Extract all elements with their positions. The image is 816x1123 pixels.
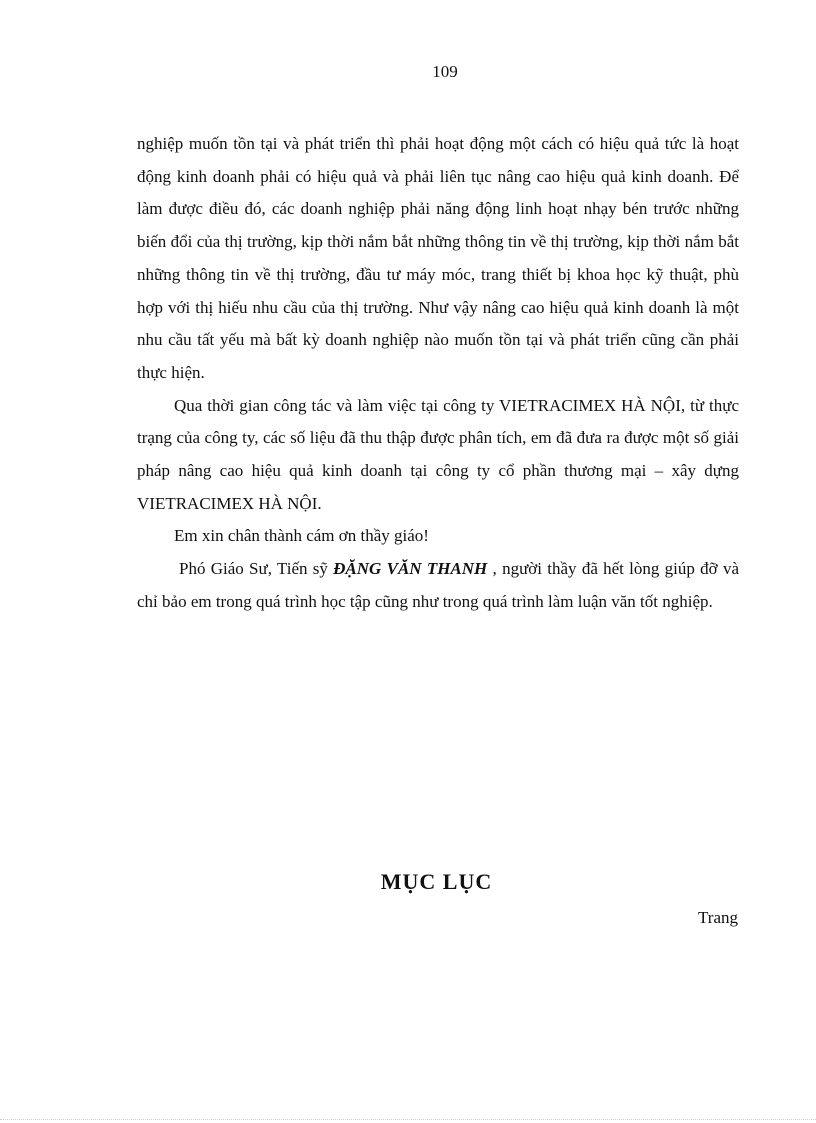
- page-number: 109: [432, 62, 458, 81]
- body-text: [137, 128, 739, 619]
- page-bottom-border: [0, 1119, 816, 1120]
- paragraph-conclusion: nghiệp muốn tồn tại và phát triển thì phải hoạt động một cách có hiệu quả tức là hoạt động kinh doanh phải có hiệu quả và phải liên tục nâng cao hiệu quả kinh doanh. Để làm được điều đó, các doanh nghiệp phải năng động linh hoạt nhạy bén trước những biến đổi của thị trường, kịp thời nắm bắt những thông tin về thị trường, kịp thời nắm bắt những thông tin về thị trường, đầu tư máy móc, trang thiết bị khoa học kỹ thuật, phù hợp với thị hiếu nhu cầu của thị trường. Như vậy nâng cao hiệu quả kinh doanh là một nhu cầu tất yếu mà bất kỳ doanh nghiệp nào muốn tồn tại và phát triển cũng cần phải thực hiện.: [137, 134, 739, 382]
- toc-page-label: Trang: [698, 908, 738, 927]
- paragraph-summary: Qua thời gian công tác và làm việc tại công ty VIETRACIMEX HÀ NỘI, từ thực trạng của công ty, các số liệu đã thu thập được phân tích, em đã đưa ra được một số giải pháp nâng cao hiệu quả kinh doanh tại công ty cổ phần thương mại – xây dựng VIETRACIMEX HÀ NỘI.: [137, 395, 739, 513]
- acknowledgement-prefix: Phó Giáo Sư, Tiến sỹ: [179, 559, 334, 579]
- acknowledgement-suffix: , người thầy đã hết lòng giúp đỡ và chỉ bảo em trong quá trình học tập cũng như trong quá trình làm luận văn tốt nghiệp.: [137, 559, 739, 611]
- advisor-name: ĐẶNG VĂN THANH: [333, 559, 488, 579]
- paragraph-thanks: Em xin chân thành cám ơn thầy giáo!: [174, 526, 429, 546]
- toc-title: MỤC LỤC: [380, 869, 493, 894]
- paragraph-acknowledgement: [137, 553, 739, 618]
